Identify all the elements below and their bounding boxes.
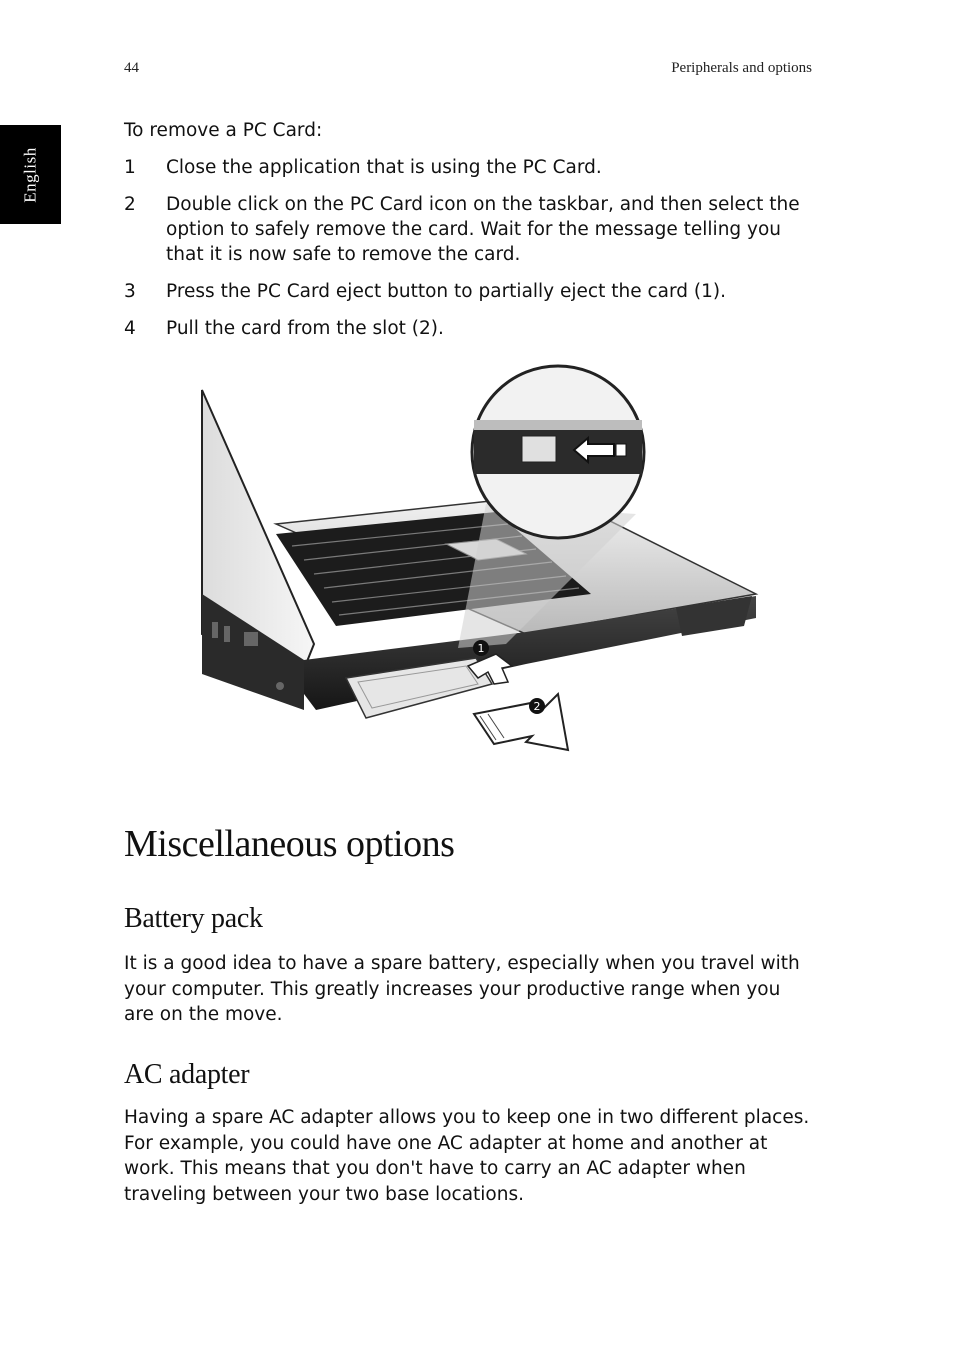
step-callout-ref: (2) — [411, 318, 438, 339]
step-end: . — [438, 318, 444, 339]
callout-2-label: 2 — [533, 700, 541, 713]
step-number: 2 — [124, 194, 136, 215]
list-item — [124, 316, 824, 341]
ac-adapter-body: Having a spare AC adapter allows you to keep one in two different places. For example, you could have one AC adapter at home and another at work. This means that you don't have to carry an AC adapter when traveling between your two base locations. — [124, 1107, 810, 1205]
step-callout-ref: (1) — [693, 281, 721, 302]
step-text: Press the PC Card eject button to partially eject the card — [166, 281, 694, 302]
ac-adapter-heading: AC adapter — [124, 1059, 250, 1090]
step-text: Close the application that is using the PC Card. — [166, 157, 602, 178]
callout-1-label: 1 — [477, 642, 485, 655]
remove-card-section — [124, 118, 824, 353]
list-item — [124, 155, 824, 180]
step-number: 3 — [124, 281, 136, 302]
laptop-pc-card-illustration — [196, 364, 768, 776]
pull-arrow — [474, 694, 568, 750]
callout-1 — [473, 640, 489, 656]
list-item — [124, 192, 824, 267]
running-header: Peripherals and options — [671, 60, 812, 76]
step-number: 1 — [124, 157, 136, 178]
language-tab — [0, 125, 61, 224]
steps-list — [124, 155, 824, 341]
magnifier-detail — [474, 420, 642, 474]
step-number: 4 — [124, 318, 136, 339]
step-text-wrap — [166, 279, 824, 304]
page-number: 44 — [124, 60, 139, 76]
step-text: Double click on the PC Card icon on the taskbar, and then select the option to safely remove the card. Wait for the message telling you that it is now safe to remove the card. — [166, 194, 800, 265]
language-tab-label: English — [20, 146, 40, 203]
section-heading: Miscellaneous options — [124, 823, 455, 865]
battery-heading: Battery pack — [124, 903, 263, 934]
step-text-wrap — [166, 316, 824, 341]
step-end: . — [720, 281, 726, 302]
list-item — [124, 279, 824, 304]
intro-text: To remove a PC Card: — [124, 120, 323, 141]
battery-body: It is a good idea to have a spare battery, especially when you travel with your computer. This greatly increases your productive range when you are on the move. — [124, 953, 800, 1025]
step-text: Pull the card from the slot — [166, 318, 412, 339]
callout-2 — [529, 698, 545, 714]
